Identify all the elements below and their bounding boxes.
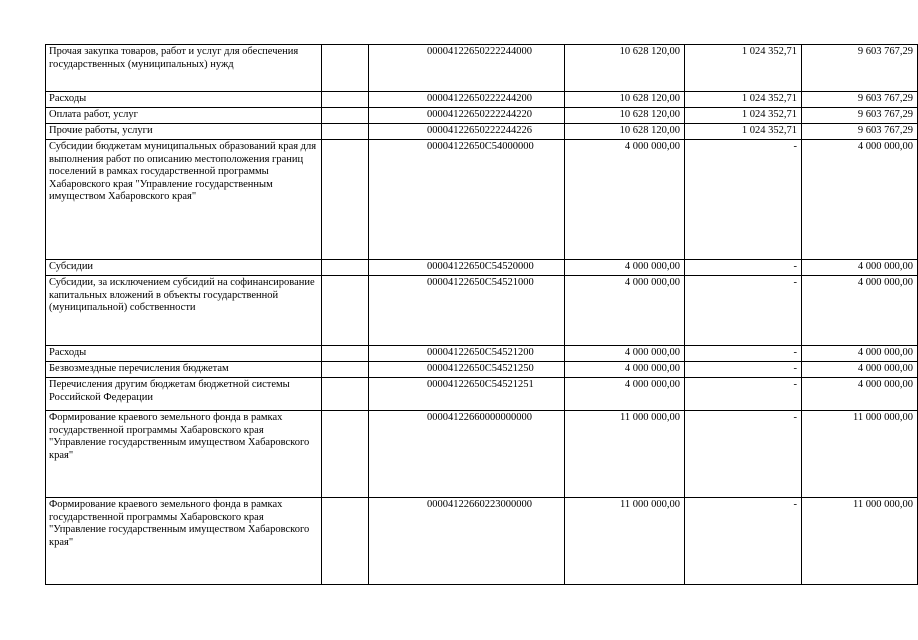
- row-remaining-amount: 11 000 000,00: [802, 411, 918, 498]
- row-name: Субсидии бюджетам муниципальных образований края для выполнения работ по описанию местоположения границ поселений в рамках государственной программы Хабаровского края "Управление государственным имуществом Хабаровского края": [46, 140, 322, 260]
- row-executed-amount: -: [685, 362, 802, 378]
- row-executed-amount: -: [685, 498, 802, 585]
- row-name: Безвозмездные перечисления бюджетам: [46, 362, 322, 378]
- row-remaining-amount: 4 000 000,00: [802, 276, 918, 346]
- row-budget-code: 00004122650C54520000: [369, 260, 565, 276]
- row-line-code: [322, 378, 369, 411]
- row-remaining-amount: 4 000 000,00: [802, 378, 918, 411]
- row-line-code: [322, 362, 369, 378]
- row-planned-amount: 4 000 000,00: [565, 260, 685, 276]
- row-planned-amount: 4 000 000,00: [565, 362, 685, 378]
- row-planned-amount: 10 628 120,00: [565, 108, 685, 124]
- row-planned-amount: 4 000 000,00: [565, 346, 685, 362]
- row-line-code: [322, 92, 369, 108]
- row-name: Оплата работ, услуг: [46, 108, 322, 124]
- row-line-code: [322, 108, 369, 124]
- row-executed-amount: -: [685, 346, 802, 362]
- row-budget-code: 00004122660223000000: [369, 498, 565, 585]
- row-executed-amount: 1 024 352,71: [685, 45, 802, 92]
- row-executed-amount: -: [685, 260, 802, 276]
- table-row: [46, 411, 918, 498]
- table-row: [46, 498, 918, 585]
- table-row: [46, 378, 918, 411]
- row-remaining-amount: 9 603 767,29: [802, 92, 918, 108]
- row-line-code: [322, 45, 369, 92]
- row-budget-code: 00004122650222244220: [369, 108, 565, 124]
- row-line-code: [322, 276, 369, 346]
- table-row: [46, 260, 918, 276]
- row-remaining-amount: 4 000 000,00: [802, 260, 918, 276]
- table-row: [46, 140, 918, 260]
- row-remaining-amount: 4 000 000,00: [802, 362, 918, 378]
- row-budget-code: 00004122650C54521000: [369, 276, 565, 346]
- row-planned-amount: 4 000 000,00: [565, 276, 685, 346]
- row-remaining-amount: 11 000 000,00: [802, 498, 918, 585]
- row-line-code: [322, 260, 369, 276]
- row-remaining-amount: 9 603 767,29: [802, 108, 918, 124]
- row-name: Прочая закупка товаров, работ и услуг для обеспечения государственных (муниципальных) нужд: [46, 45, 322, 92]
- budget-execution-table: [45, 44, 918, 585]
- row-executed-amount: 1 024 352,71: [685, 92, 802, 108]
- row-line-code: [322, 498, 369, 585]
- row-executed-amount: 1 024 352,71: [685, 124, 802, 140]
- row-remaining-amount: 4 000 000,00: [802, 140, 918, 260]
- row-name: Формирование краевого земельного фонда в рамках государственной программы Хабаровского края "Управление государственным имуществом Хабаровского края": [46, 411, 322, 498]
- row-name: Прочие работы, услуги: [46, 124, 322, 140]
- row-budget-code: 00004122650C54521250: [369, 362, 565, 378]
- row-budget-code: 00004122650222244200: [369, 92, 565, 108]
- table-row: [46, 276, 918, 346]
- row-budget-code: 00004122650222244000: [369, 45, 565, 92]
- row-planned-amount: 11 000 000,00: [565, 411, 685, 498]
- row-executed-amount: -: [685, 140, 802, 260]
- row-executed-amount: -: [685, 276, 802, 346]
- row-planned-amount: 11 000 000,00: [565, 498, 685, 585]
- row-line-code: [322, 124, 369, 140]
- row-budget-code: 00004122650C54521251: [369, 378, 565, 411]
- table-row: [46, 124, 918, 140]
- row-planned-amount: 4 000 000,00: [565, 140, 685, 260]
- row-executed-amount: -: [685, 378, 802, 411]
- row-line-code: [322, 411, 369, 498]
- row-budget-code: 00004122650C54000000: [369, 140, 565, 260]
- table-row: [46, 346, 918, 362]
- table-row: [46, 362, 918, 378]
- row-budget-code: 00004122650C54521200: [369, 346, 565, 362]
- table-row: [46, 108, 918, 124]
- row-planned-amount: 10 628 120,00: [565, 45, 685, 92]
- row-remaining-amount: 4 000 000,00: [802, 346, 918, 362]
- row-name: Субсидии: [46, 260, 322, 276]
- row-executed-amount: -: [685, 411, 802, 498]
- row-planned-amount: 4 000 000,00: [565, 378, 685, 411]
- row-planned-amount: 10 628 120,00: [565, 92, 685, 108]
- row-remaining-amount: 9 603 767,29: [802, 124, 918, 140]
- row-executed-amount: 1 024 352,71: [685, 108, 802, 124]
- row-budget-code: 00004122650222244226: [369, 124, 565, 140]
- row-name: Субсидии, за исключением субсидий на софинансирование капитальных вложений в объекты государственной (муниципальной) собственности: [46, 276, 322, 346]
- row-name: Перечисления другим бюджетам бюджетной системы Российской Федерации: [46, 378, 322, 411]
- table-body: [46, 45, 918, 585]
- row-name: Формирование краевого земельного фонда в рамках государственной программы Хабаровского края "Управление государственным имуществом Хабаровского края": [46, 498, 322, 585]
- row-name: Расходы: [46, 346, 322, 362]
- row-line-code: [322, 140, 369, 260]
- table-row: [46, 45, 918, 92]
- row-planned-amount: 10 628 120,00: [565, 124, 685, 140]
- row-name: Расходы: [46, 92, 322, 108]
- table-row: [46, 92, 918, 108]
- row-line-code: [322, 346, 369, 362]
- row-remaining-amount: 9 603 767,29: [802, 45, 918, 92]
- row-budget-code: 00004122660000000000: [369, 411, 565, 498]
